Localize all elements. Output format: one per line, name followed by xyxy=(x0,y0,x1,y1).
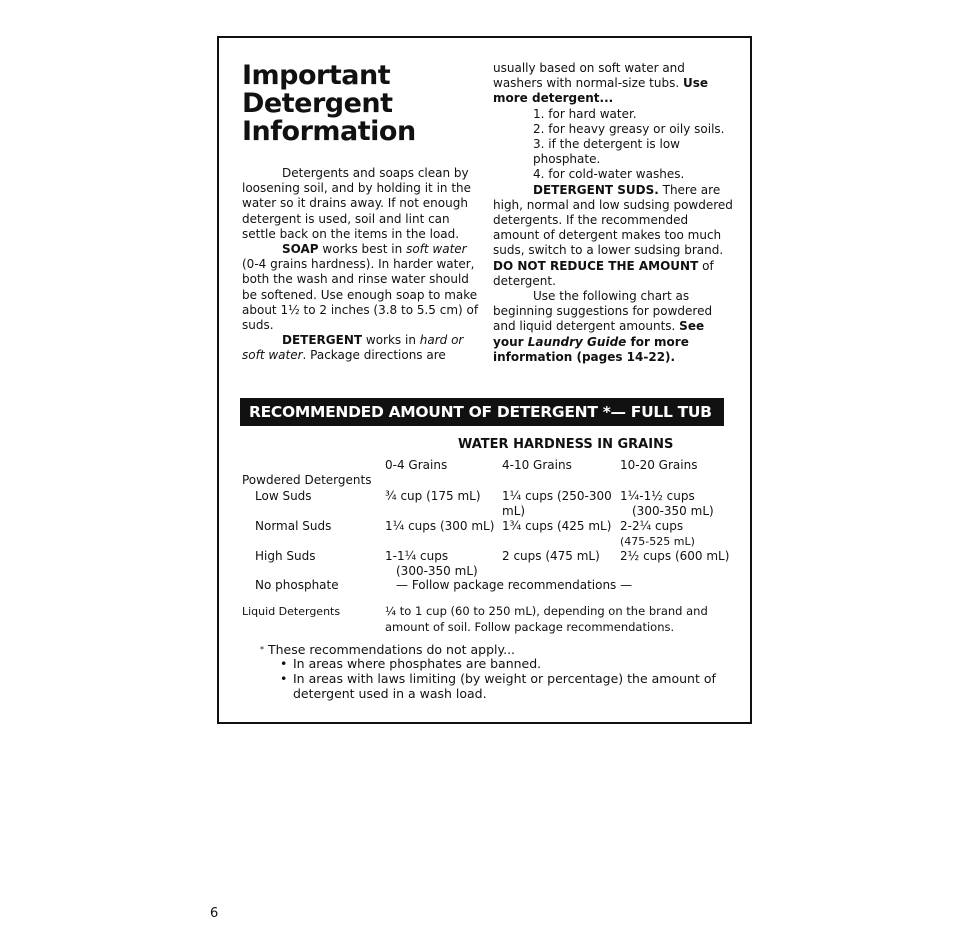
see-your: See your xyxy=(493,319,705,349)
table-cell: (475-525 mL) xyxy=(620,535,695,548)
soap-paragraph xyxy=(242,242,482,333)
detergent-paragraph xyxy=(242,333,482,363)
title-line-1: Important xyxy=(242,60,391,91)
soap-lead: SOAP xyxy=(282,242,319,257)
bullet-text: In areas with laws limiting (by weight or percentage) the amount of detergent used in a wash load. xyxy=(293,671,716,701)
footnote-intro xyxy=(260,642,516,657)
row-label: High Suds xyxy=(255,549,316,563)
detergent-text-a: works in xyxy=(362,333,420,348)
chart-intro-text: Use the following chart as beginning suggestions for powdered and liquid detergent amounts. xyxy=(493,289,713,334)
intro-paragraph: Detergents and soaps clean by loosening soil, and by holding it in the water so it drains away. If not enough detergent is used, soil and lint can settle back on the items in the load. xyxy=(242,166,472,241)
usage-text: usually based on soft water and washers with normal-size tubs. xyxy=(493,61,685,91)
page-title xyxy=(242,62,416,146)
suds-lead: DETERGENT SUDS. xyxy=(533,182,659,197)
table-cell: 1¼ cups (250-300 xyxy=(502,489,612,503)
footnote-bullet xyxy=(280,671,733,701)
detergent-text-b: . Package directions are xyxy=(302,348,446,363)
table-cell: (300-350 mL) xyxy=(396,564,478,578)
suds-text-b: of detergent. xyxy=(493,258,714,288)
more-info-ref: for more information (pages 14-22). xyxy=(493,334,689,364)
list-item: 4. for cold-water washes. xyxy=(533,167,685,182)
table-cell: ¼ to 1 cup (60 to 250 mL), depending on the brand and xyxy=(385,604,708,618)
section-banner: RECOMMENDED AMOUNT OF DETERGENT *— FULL TUB xyxy=(240,398,724,426)
footnote-intro-text: These recommendations do not apply... xyxy=(268,642,516,657)
table-cell: amount of soil. Follow package recommendations. xyxy=(385,620,675,634)
group-label: Powdered Detergents xyxy=(242,473,372,487)
bullet-dot: • xyxy=(280,671,288,686)
page-number: 6 xyxy=(210,906,219,921)
title-line-2: Detergent xyxy=(242,88,393,119)
soap-text-b: (0-4 grains hardness). In harder water, both the wash and rinse water should be softened. Use enough soap to make about 1½ to 2 inches (3.8 to 5.5 cm) of suds. xyxy=(242,257,479,333)
table-cell: 1¾ cups (425 mL) xyxy=(502,519,612,533)
detergent-emphasis: hard or soft water xyxy=(242,333,464,363)
table-cell: 2-2¼ cups xyxy=(620,519,684,533)
detergent-lead: DETERGENT xyxy=(282,333,363,348)
row-label: Low Suds xyxy=(255,489,312,503)
asterisk-mark: * xyxy=(260,645,264,654)
col-header: 4-10 Grains xyxy=(502,458,572,472)
bullet-text: In areas where phosphates are banned. xyxy=(293,656,542,671)
title-line-3: Information xyxy=(242,116,416,147)
soap-emphasis: soft water xyxy=(406,242,467,257)
table-cell: mL) xyxy=(502,504,526,518)
row-label: No phosphate xyxy=(255,578,339,592)
bullet-dot: • xyxy=(280,656,288,671)
table-cell: 2 cups (475 mL) xyxy=(502,549,600,563)
table-cell: 2½ cups (600 mL) xyxy=(620,549,730,563)
use-more-heading: Use more detergent... xyxy=(493,76,708,106)
do-not-reduce: DO NOT REDUCE THE AMOUNT xyxy=(493,258,699,273)
suds-paragraph xyxy=(493,183,733,289)
table-cell: ¾ cup (175 mL) xyxy=(385,489,481,503)
row-label: Liquid Detergents xyxy=(242,605,341,618)
table-cell: (300-350 mL) xyxy=(632,504,714,518)
table-heading: WATER HARDNESS IN GRAINS xyxy=(458,437,674,452)
laundry-guide-ref: Laundry Guide xyxy=(527,334,627,349)
list-item: 1. for hard water. xyxy=(533,106,637,121)
table-cell: 1¼-1½ cups xyxy=(620,489,695,503)
left-column xyxy=(242,166,482,364)
footnote-bullet xyxy=(280,656,733,671)
table-cell: — Follow package recommendations — xyxy=(396,578,633,592)
col-header: 10-20 Grains xyxy=(620,458,698,472)
table-cell: 1-1¼ cups xyxy=(385,549,449,563)
row-label: Normal Suds xyxy=(255,519,332,533)
suds-text-a: There are high, normal and low sudsing powdered detergents. If the recommended amount of detergent makes too much suds, switch to a lower sudsing brand. xyxy=(493,182,733,258)
usage-paragraph xyxy=(493,61,733,107)
col-header: 0-4 Grains xyxy=(385,458,448,472)
table-cell: 1¼ cups (300 mL) xyxy=(385,519,495,533)
soap-text-a: works best in xyxy=(318,242,407,257)
right-column xyxy=(493,61,733,365)
chart-intro-paragraph xyxy=(493,289,733,365)
list-item: 2. for heavy greasy or oily soils. xyxy=(533,121,725,136)
list-item: 3. if the detergent is low phosphate. xyxy=(533,137,680,167)
